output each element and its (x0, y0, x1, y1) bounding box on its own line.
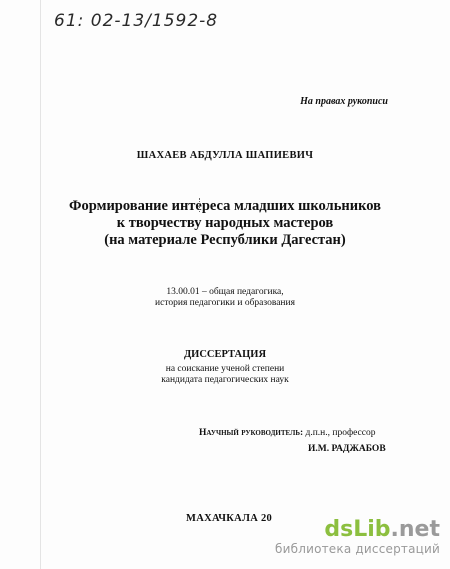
degree-title: ДИССЕРТАЦИЯ (183, 349, 267, 360)
degree-line-2: кандидата педагогических наук (161, 375, 289, 385)
handwritten-archive-number: 61: 02-13/1592-8 (54, 11, 219, 31)
dissertation-title (0, 198, 450, 249)
specialty-line-1: 13.00.01 – общая педагогика, (166, 287, 284, 297)
degree-line-1: на соискание ученой степени (165, 364, 285, 374)
dslib-logo (275, 518, 440, 542)
logo-main: dsLib (324, 517, 391, 542)
advisor-line (199, 428, 376, 438)
logo-tld: .net (390, 517, 440, 542)
specialty-block (0, 287, 450, 309)
dslib-watermark[interactable] (275, 518, 440, 556)
specialty-line-2: история педагогики и образования (155, 298, 295, 308)
advisor-label: Научный руководитель: (199, 428, 304, 438)
rights-note: На правах рукописи (300, 96, 388, 107)
title-line-2: к творчеству народных мастеров (116, 215, 334, 231)
city-year: МАХАЧКАЛА 20 (186, 513, 273, 524)
title-line-3: (на материале Республики Дагестан) (104, 232, 346, 248)
watermark-subtitle: библиотека диссертаций (275, 542, 440, 556)
advisor-name: И.М. РАДЖАБОВ (308, 444, 386, 454)
scan-edge-line (40, 0, 41, 569)
stamp-mark (199, 198, 208, 212)
advisor-degree: д.п.н., профессор (305, 428, 376, 438)
degree-description (0, 364, 450, 386)
author-name: ШАХАЕВ АБДУЛЛА ШАПИЕВИЧ (136, 150, 314, 161)
title-line-1: Формирование интереса младших школьников (69, 198, 381, 214)
